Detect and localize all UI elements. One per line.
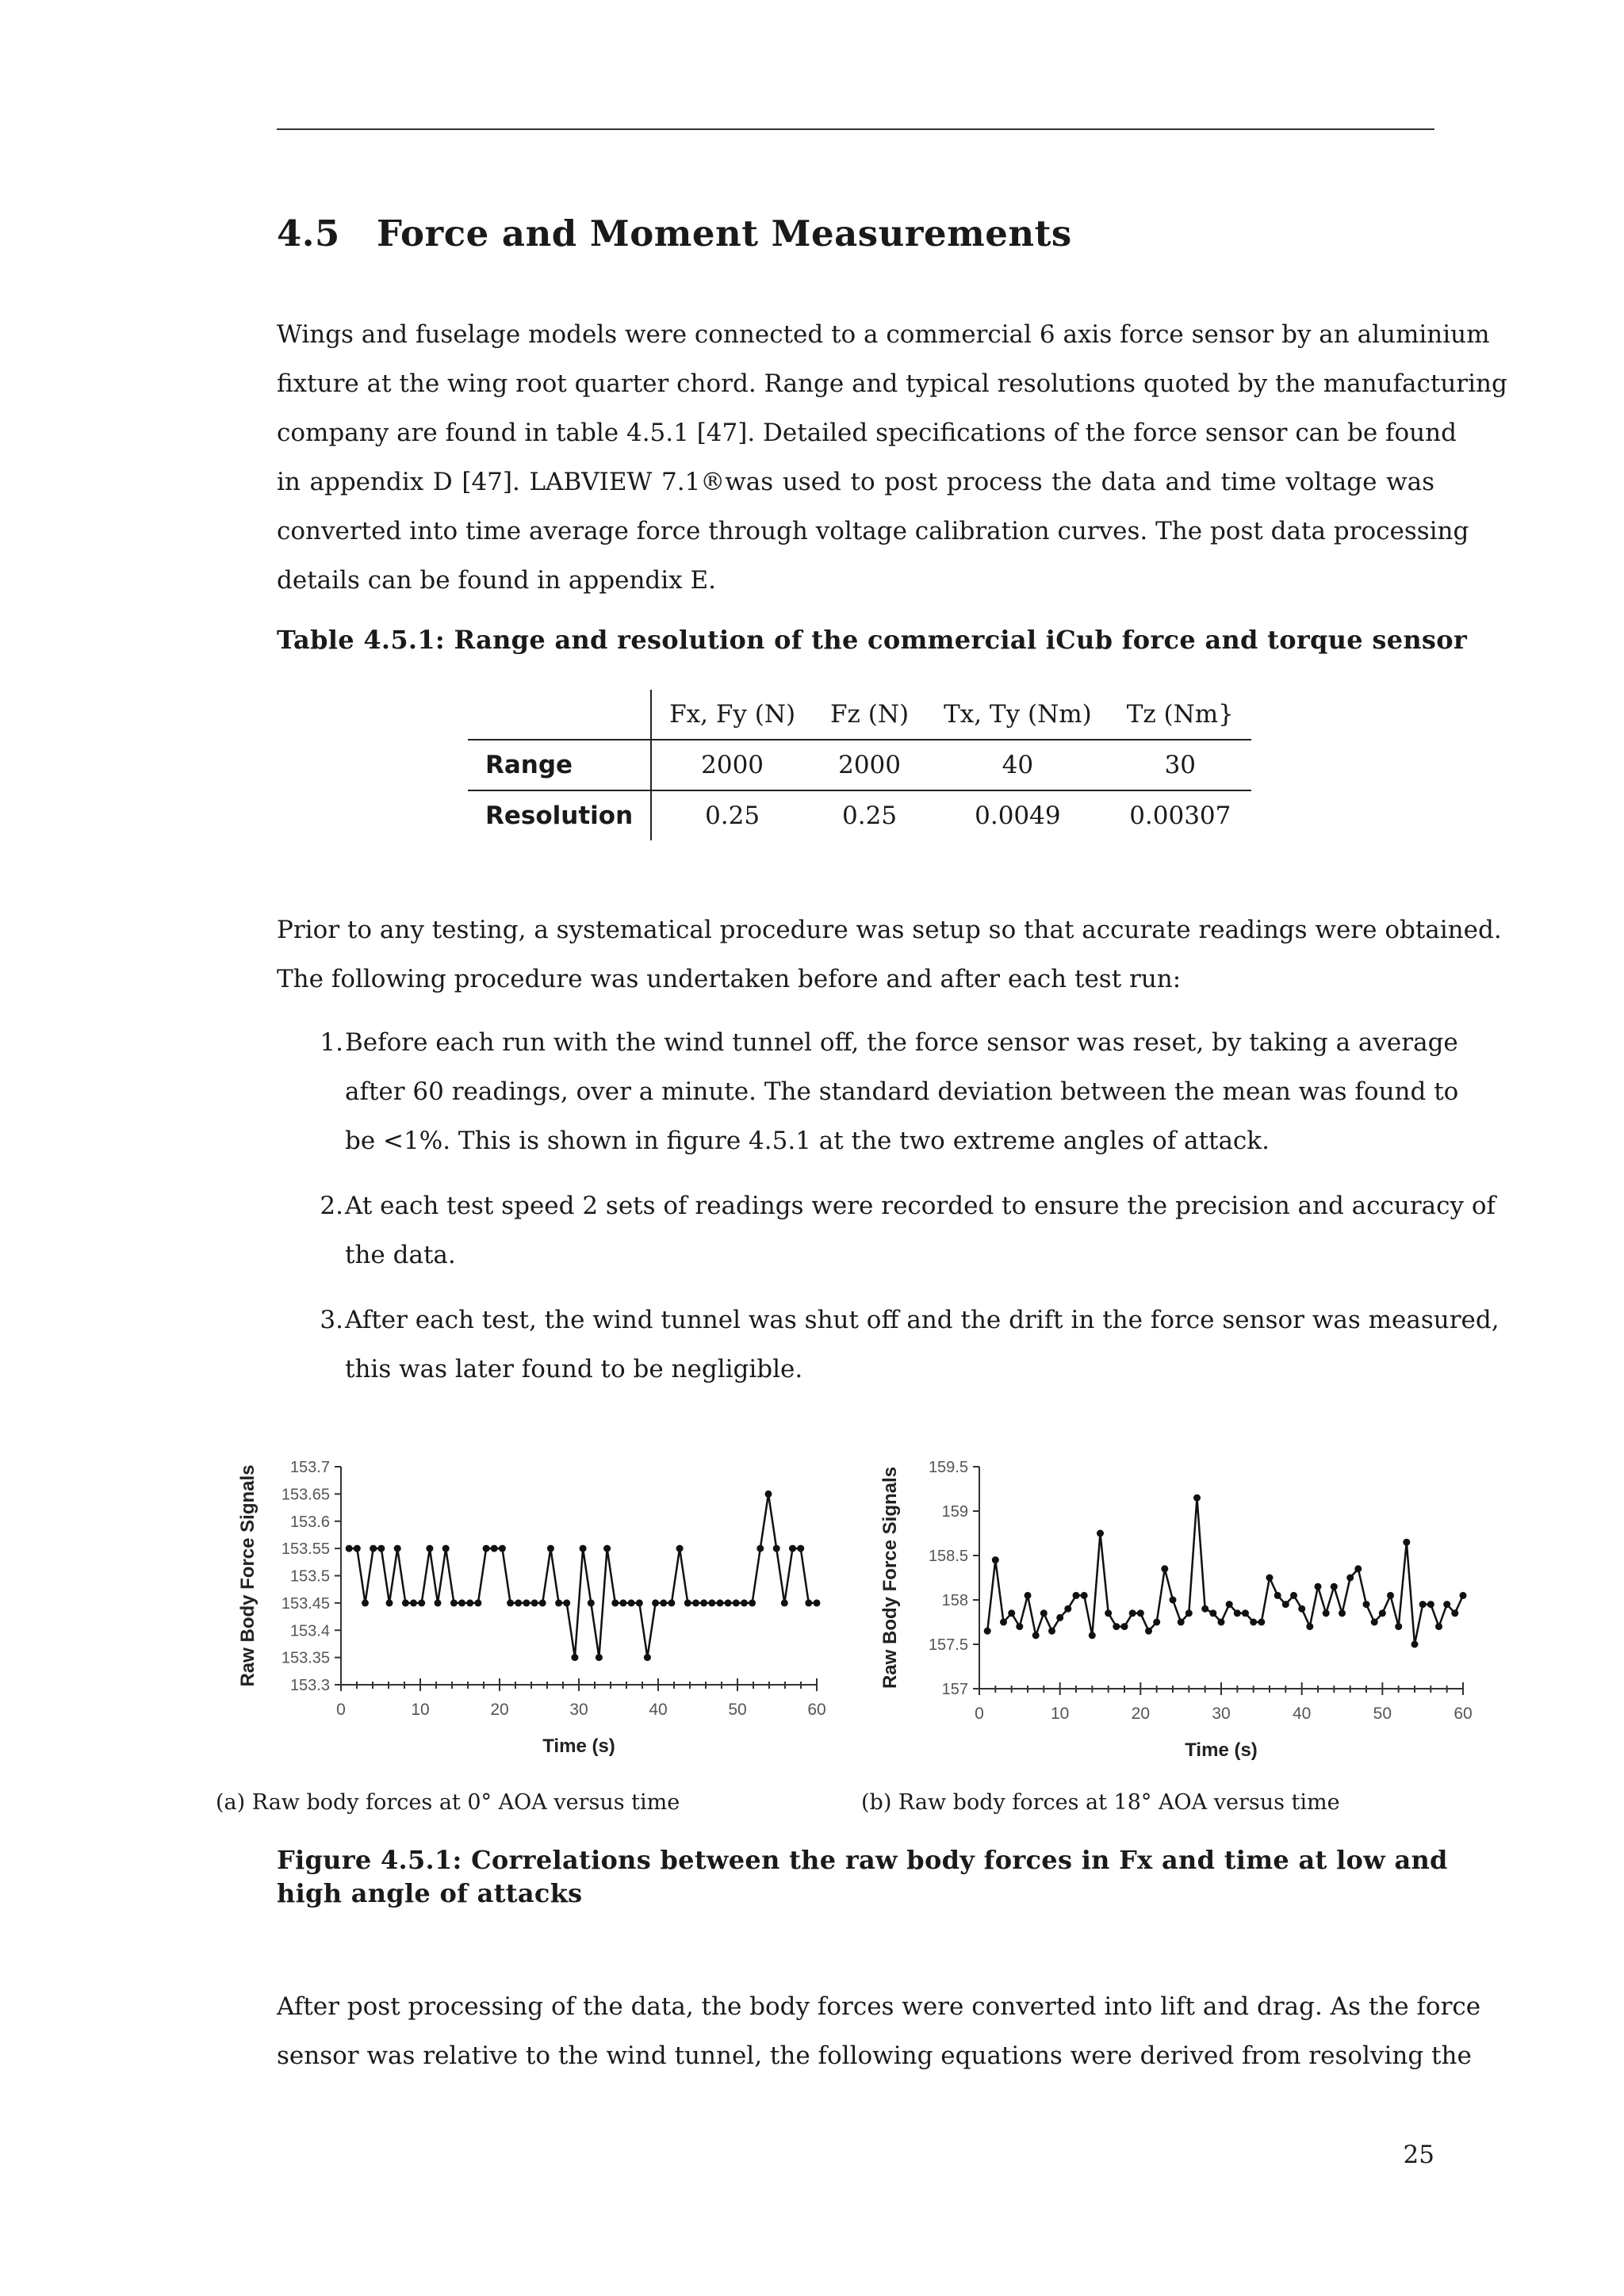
text-line: Figure 4.5.1: Correlations between the raw body forces in Fx and time at low and (277, 1845, 1448, 1875)
data-point (692, 1599, 699, 1606)
table-cell: 0.00307 (1129, 802, 1231, 830)
x-axis-label: Time (s) (542, 1735, 615, 1757)
text-line: After post processing of the data, the body forces were converted into lift and drag. As the force (277, 1992, 1481, 2021)
text-line: fixture at the wing root quarter chord. Range and typical resolutions quoted by the manufacturing (277, 369, 1507, 398)
data-point (1371, 1619, 1378, 1626)
data-point (523, 1599, 530, 1606)
data-point (1016, 1623, 1023, 1630)
data-point (1178, 1619, 1185, 1626)
data-point (354, 1545, 361, 1552)
subcaption-a: (a) Raw body forces at 0° AOA versus time (216, 1790, 680, 1815)
data-point (749, 1599, 756, 1606)
data-point (370, 1545, 377, 1552)
table-cell: 2000 (651, 740, 813, 790)
data-point (611, 1599, 619, 1606)
y-tick-label: 153.6 (289, 1513, 330, 1531)
data-point (708, 1599, 715, 1606)
series-line (987, 1498, 1463, 1644)
data-point (547, 1545, 554, 1552)
data-point (1419, 1601, 1427, 1608)
y-tick-label: 153.5 (289, 1567, 330, 1586)
subcaption-b: (b) Raw body forces at 18° AOA versus time (861, 1790, 1340, 1815)
data-point (1097, 1530, 1104, 1537)
data-point (410, 1599, 417, 1606)
data-point (458, 1599, 465, 1606)
text-line: At each test speed 2 sets of readings were recorded to ensure the precision and accuracy of (345, 1192, 1496, 1220)
y-tick-label: 157.5 (928, 1636, 968, 1654)
data-point (1443, 1601, 1450, 1608)
table-cell: 2000 (813, 740, 926, 790)
x-tick-label: 40 (649, 1701, 668, 1719)
table-header-row (468, 690, 1251, 740)
y-axis-label: Raw Body Force Signals (237, 1464, 259, 1687)
data-point (1040, 1609, 1048, 1617)
data-point (1161, 1565, 1168, 1572)
data-point (1113, 1623, 1120, 1630)
data-point (1339, 1609, 1346, 1617)
data-point (450, 1599, 458, 1606)
x-tick-label: 50 (728, 1701, 747, 1719)
text-line: after 60 readings, over a minute. The standard deviation between the mean was found to (345, 1077, 1459, 1106)
procedure-intro (277, 905, 1502, 1004)
chart-a (230, 1447, 841, 1764)
data-point (515, 1599, 522, 1606)
table-cell: 0.0049 (975, 802, 1061, 830)
data-point (571, 1654, 578, 1661)
data-point (1234, 1609, 1241, 1617)
x-tick-label: 60 (1454, 1705, 1473, 1723)
x-tick-label: 30 (1212, 1705, 1231, 1723)
data-point (684, 1599, 691, 1606)
y-axis-label: Raw Body Force Signals (879, 1466, 901, 1689)
column-header: Fz (N) (813, 690, 926, 740)
data-point (603, 1545, 611, 1552)
data-point (1226, 1601, 1233, 1608)
y-tick-label: 157 (941, 1681, 968, 1698)
text-line: high angle of attacks (277, 1878, 583, 1908)
data-point (1073, 1592, 1080, 1599)
data-point (1331, 1583, 1338, 1590)
item-number: 3. (320, 1306, 343, 1334)
data-point (628, 1599, 635, 1606)
x-tick-label: 10 (1050, 1705, 1070, 1723)
data-point (773, 1545, 780, 1552)
data-point (426, 1545, 433, 1552)
y-tick-label: 153.7 (289, 1459, 330, 1476)
y-tick-label: 158 (941, 1592, 968, 1609)
intro-paragraph (277, 310, 1507, 605)
data-point (1290, 1592, 1297, 1599)
text-line: sensor was relative to the wind tunnel, the following equations were derived from resolving the (277, 2042, 1472, 2070)
data-point (1451, 1609, 1458, 1617)
data-point (1137, 1609, 1144, 1617)
data-point (435, 1599, 442, 1606)
data-point (1250, 1619, 1257, 1626)
data-point (644, 1654, 651, 1661)
figure-caption (277, 1843, 1448, 1910)
page-number: 25 (1403, 2141, 1434, 2169)
text-line: converted into time average force through voltage calibration curves. The post data processing (277, 517, 1469, 545)
y-tick-label: 159.5 (928, 1459, 968, 1476)
data-point (1032, 1632, 1040, 1639)
text-line: in appendix D [47]. LABVIEW 7.1®was used to post process the data and time voltage was (277, 468, 1434, 496)
data-point (491, 1545, 498, 1552)
data-point (418, 1599, 425, 1606)
section-number: 4.5 (277, 212, 340, 254)
y-tick-label: 153.55 (281, 1540, 330, 1559)
data-point (1379, 1609, 1386, 1617)
data-point (483, 1545, 490, 1552)
data-point (1298, 1605, 1305, 1613)
table-cell: 40 (926, 740, 1109, 790)
data-point (377, 1545, 385, 1552)
data-point (1242, 1609, 1249, 1617)
table-cell: 0.25 (842, 802, 898, 830)
header-rule (277, 128, 1434, 130)
x-tick-label: 20 (1131, 1705, 1151, 1723)
data-point (1153, 1619, 1160, 1626)
data-point (814, 1599, 821, 1606)
data-point (1282, 1601, 1289, 1608)
y-tick-label: 153.4 (289, 1622, 330, 1640)
data-point (789, 1545, 796, 1552)
sensor-spec-table (468, 690, 1251, 840)
data-point (660, 1599, 667, 1606)
data-point (765, 1490, 772, 1498)
section-title: Force and Moment Measurements (377, 212, 1072, 254)
data-point (362, 1599, 369, 1606)
x-tick-label: 0 (336, 1701, 346, 1719)
table-cell: 0.25 (705, 802, 760, 830)
text-line: details can be found in appendix E. (277, 566, 716, 595)
data-point (1129, 1609, 1136, 1617)
data-point (1363, 1601, 1370, 1608)
data-point (1025, 1592, 1032, 1599)
data-point (984, 1628, 991, 1635)
x-tick-label: 20 (490, 1701, 509, 1719)
data-point (700, 1599, 707, 1606)
text-line: be <1%. This is shown in figure 4.5.1 at the two extreme angles of attack. (345, 1127, 1270, 1155)
y-tick-label: 158.5 (928, 1548, 968, 1565)
column-header: Fx, Fy (N) (651, 690, 813, 740)
data-point (1056, 1614, 1063, 1621)
x-tick-label: 60 (807, 1701, 826, 1719)
data-point (1435, 1623, 1442, 1630)
data-point (797, 1545, 804, 1552)
x-tick-label: 30 (569, 1701, 588, 1719)
closing-paragraph (277, 1982, 1481, 2080)
data-point (676, 1545, 684, 1552)
text-line: The following procedure was undertaken before and after each test run: (277, 965, 1182, 993)
data-point (1000, 1619, 1007, 1626)
chart-b (872, 1447, 1491, 1764)
y-tick-label: 153.45 (281, 1594, 330, 1613)
text-line: this was later found to be negligible. (345, 1355, 803, 1383)
row-header: Resolution (468, 790, 651, 840)
text-line: the data. (345, 1241, 456, 1269)
data-point (580, 1545, 587, 1552)
item-number: 2. (320, 1192, 343, 1220)
data-point (596, 1654, 603, 1661)
data-point (394, 1545, 401, 1552)
series-line (349, 1494, 817, 1657)
y-tick-label: 153.3 (289, 1677, 330, 1694)
data-point (733, 1599, 740, 1606)
table-row (468, 790, 1251, 840)
data-point (555, 1599, 562, 1606)
data-point (992, 1556, 999, 1563)
data-point (588, 1599, 595, 1606)
table-row (468, 740, 1251, 790)
data-point (1105, 1609, 1112, 1617)
data-point (442, 1545, 450, 1552)
data-point (1306, 1623, 1313, 1630)
data-point (474, 1599, 481, 1606)
data-point (1209, 1609, 1216, 1617)
data-point (805, 1599, 812, 1606)
data-point (346, 1545, 353, 1552)
data-point (668, 1599, 675, 1606)
x-tick-label: 40 (1292, 1705, 1312, 1723)
data-point (1315, 1583, 1322, 1590)
section-heading (277, 212, 1072, 254)
data-point (563, 1599, 570, 1606)
data-point (1346, 1575, 1354, 1582)
text-line: Wings and fuselage models were connected to a commercial 6 axis force sensor by an aluminium (277, 320, 1490, 349)
y-tick-label: 159 (941, 1503, 968, 1521)
data-point (1274, 1592, 1281, 1599)
data-point (1323, 1609, 1330, 1617)
data-point (386, 1599, 393, 1606)
data-point (1218, 1619, 1225, 1626)
data-point (717, 1599, 724, 1606)
data-point (507, 1599, 514, 1606)
text-line: Prior to any testing, a systematical procedure was setup so that accurate readings were obtained. (277, 916, 1502, 944)
data-point (1145, 1628, 1152, 1635)
data-point (725, 1599, 732, 1606)
data-point (1170, 1597, 1177, 1604)
text-line: Before each run with the wind tunnel off, the force sensor was reset, by taking a average (345, 1028, 1458, 1057)
data-point (636, 1599, 643, 1606)
data-point (499, 1545, 506, 1552)
chart-a-svg (230, 1447, 841, 1764)
data-point (1121, 1623, 1128, 1630)
data-point (539, 1599, 546, 1606)
data-point (1064, 1605, 1071, 1613)
data-point (1427, 1601, 1434, 1608)
data-point (1089, 1632, 1096, 1639)
item-number: 1. (320, 1028, 343, 1057)
table-caption: Table 4.5.1: Range and resolution of the commercial iCub force and torque sensor (277, 625, 1468, 655)
data-point (1395, 1623, 1402, 1630)
data-point (1201, 1605, 1208, 1613)
column-header: Tz (Nm} (1109, 690, 1251, 740)
data-point (1266, 1575, 1274, 1582)
data-point (652, 1599, 659, 1606)
data-point (1387, 1592, 1394, 1599)
data-point (741, 1599, 748, 1606)
data-point (1081, 1592, 1088, 1599)
data-point (756, 1545, 764, 1552)
data-point (1411, 1641, 1419, 1648)
y-tick-label: 153.65 (281, 1486, 330, 1504)
table-cell: 30 (1109, 740, 1251, 790)
y-tick-label: 153.35 (281, 1649, 330, 1667)
data-point (1258, 1619, 1265, 1626)
data-point (531, 1599, 538, 1606)
data-point (402, 1599, 409, 1606)
data-point (466, 1599, 473, 1606)
column-header: Tx, Ty (Nm) (926, 690, 1109, 740)
data-point (1193, 1494, 1201, 1502)
text-line: After each test, the wind tunnel was shut off and the drift in the force sensor was measured, (345, 1306, 1500, 1334)
table-corner-cell (468, 690, 651, 740)
x-axis-label: Time (s) (1185, 1739, 1258, 1761)
x-tick-label: 0 (975, 1705, 984, 1723)
data-point (1354, 1565, 1362, 1572)
data-point (1048, 1628, 1055, 1635)
data-point (619, 1599, 626, 1606)
data-point (781, 1599, 788, 1606)
data-point (1403, 1539, 1410, 1546)
chart-b-svg (872, 1447, 1491, 1764)
x-tick-label: 10 (411, 1701, 430, 1719)
data-point (1185, 1609, 1193, 1617)
data-point (1460, 1592, 1467, 1599)
data-point (1008, 1609, 1015, 1617)
text-line: company are found in table 4.5.1 [47]. Detailed specifications of the force sensor can be found (277, 419, 1457, 447)
row-header: Range (468, 740, 651, 790)
x-tick-label: 50 (1373, 1705, 1392, 1723)
